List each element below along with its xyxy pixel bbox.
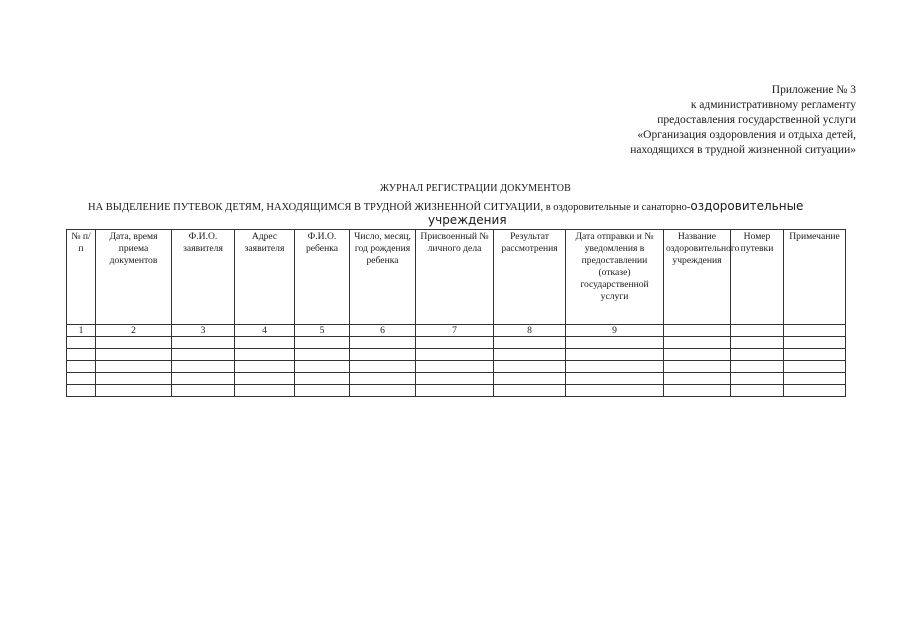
table-cell [235, 349, 295, 361]
header-cell: Присвоенный № личного дела [416, 230, 494, 325]
appendix-line: Приложение № 3 [771, 84, 856, 96]
table-cell [731, 373, 784, 385]
header-cell: № п/п [67, 230, 96, 325]
table-cell [235, 337, 295, 349]
table-cell [67, 349, 96, 361]
table-cell [172, 349, 235, 361]
table-cell [664, 349, 731, 361]
table-cell [416, 373, 494, 385]
appendix-line: предоставления государственной услуги [657, 114, 856, 126]
column-number: 7 [416, 325, 494, 337]
table-cell [172, 385, 235, 397]
column-number [664, 325, 731, 337]
table-row [67, 337, 846, 349]
table-cell [67, 337, 96, 349]
appendix-block [630, 83, 856, 158]
table-cell [67, 373, 96, 385]
table-cell [235, 385, 295, 397]
registration-table [66, 229, 846, 397]
table-cell [235, 361, 295, 373]
appendix-line: «Организация оздоровления и отдыха детей, [637, 129, 856, 141]
column-number: 2 [96, 325, 172, 337]
table-cell [664, 385, 731, 397]
table-cell [295, 373, 350, 385]
table-cell [172, 337, 235, 349]
column-number: 9 [566, 325, 664, 337]
table-cell [566, 349, 664, 361]
table-cell [295, 361, 350, 373]
table-cell [566, 385, 664, 397]
table-cell [731, 337, 784, 349]
header-cell: Дата, время приема документов [96, 230, 172, 325]
column-number: 3 [172, 325, 235, 337]
header-cell: Ф.И.О. ребенка [295, 230, 350, 325]
table-cell [416, 361, 494, 373]
subtitle-part1: НА ВЫДЕЛЕНИЕ ПУТЕВОК ДЕТЯМ, НАХОДЯЩИМСЯ В ТРУДНОЙ ЖИЗНЕННОЙ СИТУАЦИИ, в оздоровительные и санаторно- [88, 202, 691, 213]
table-cell [784, 385, 846, 397]
table-cell [350, 385, 416, 397]
header-cell: Название оздоровительного учреждения [664, 230, 731, 325]
table-cell [416, 385, 494, 397]
subtitle-part3: учреждения [428, 213, 507, 227]
header-row [67, 230, 846, 325]
header-cell: Номер путевки [731, 230, 784, 325]
table-cell [494, 361, 566, 373]
table-cell [295, 385, 350, 397]
table-cell [96, 349, 172, 361]
table-row [67, 385, 846, 397]
table-cell [172, 373, 235, 385]
table-row [67, 349, 846, 361]
table-cell [731, 349, 784, 361]
table-cell [566, 373, 664, 385]
appendix-line: к административному регламенту [690, 99, 856, 111]
table-cell [67, 361, 96, 373]
table-cell [350, 337, 416, 349]
column-number: 4 [235, 325, 295, 337]
table-cell [416, 337, 494, 349]
table-cell [350, 361, 416, 373]
column-number: 6 [350, 325, 416, 337]
subtitle-part2: оздоровительные [690, 199, 804, 213]
table-cell [96, 373, 172, 385]
table-cell [731, 361, 784, 373]
table-cell [784, 361, 846, 373]
header-cell: Результат рассмотрения [494, 230, 566, 325]
table-cell [784, 373, 846, 385]
table-cell [494, 349, 566, 361]
column-number: 5 [295, 325, 350, 337]
column-number: 1 [67, 325, 96, 337]
table-cell [96, 337, 172, 349]
table-row [67, 373, 846, 385]
header-cell: Адрес заявителя [235, 230, 295, 325]
table-cell [494, 385, 566, 397]
table-cell [350, 373, 416, 385]
header-cell: Ф.И.О. заявителя [172, 230, 235, 325]
column-number [784, 325, 846, 337]
table-cell [731, 385, 784, 397]
journal-title: ЖУРНАЛ РЕГИСТРАЦИИ ДОКУМЕНТОВ [380, 183, 571, 194]
table-cell [350, 349, 416, 361]
table-cell [566, 361, 664, 373]
table-cell [295, 337, 350, 349]
column-number-row [67, 325, 846, 337]
header-cell: Дата отправки и № уведомления в предоставлении (отказе) государственной услуги [566, 230, 664, 325]
appendix-line: находящихся в трудной жизненной ситуации» [630, 144, 856, 156]
header-cell: Число, месяц, год рождения ребенка [350, 230, 416, 325]
table-cell [295, 349, 350, 361]
header-cell: Примечание [784, 230, 846, 325]
table-cell [566, 337, 664, 349]
column-number: 8 [494, 325, 566, 337]
table-cell [235, 373, 295, 385]
table-cell [664, 373, 731, 385]
table-cell [96, 385, 172, 397]
table-cell [96, 361, 172, 373]
table-cell [664, 361, 731, 373]
table-cell [416, 349, 494, 361]
table-cell [494, 373, 566, 385]
table-cell [664, 337, 731, 349]
table-cell [494, 337, 566, 349]
table-row [67, 361, 846, 373]
table-cell [172, 361, 235, 373]
table-cell [784, 337, 846, 349]
table-cell [67, 385, 96, 397]
column-number [731, 325, 784, 337]
table-cell [784, 349, 846, 361]
